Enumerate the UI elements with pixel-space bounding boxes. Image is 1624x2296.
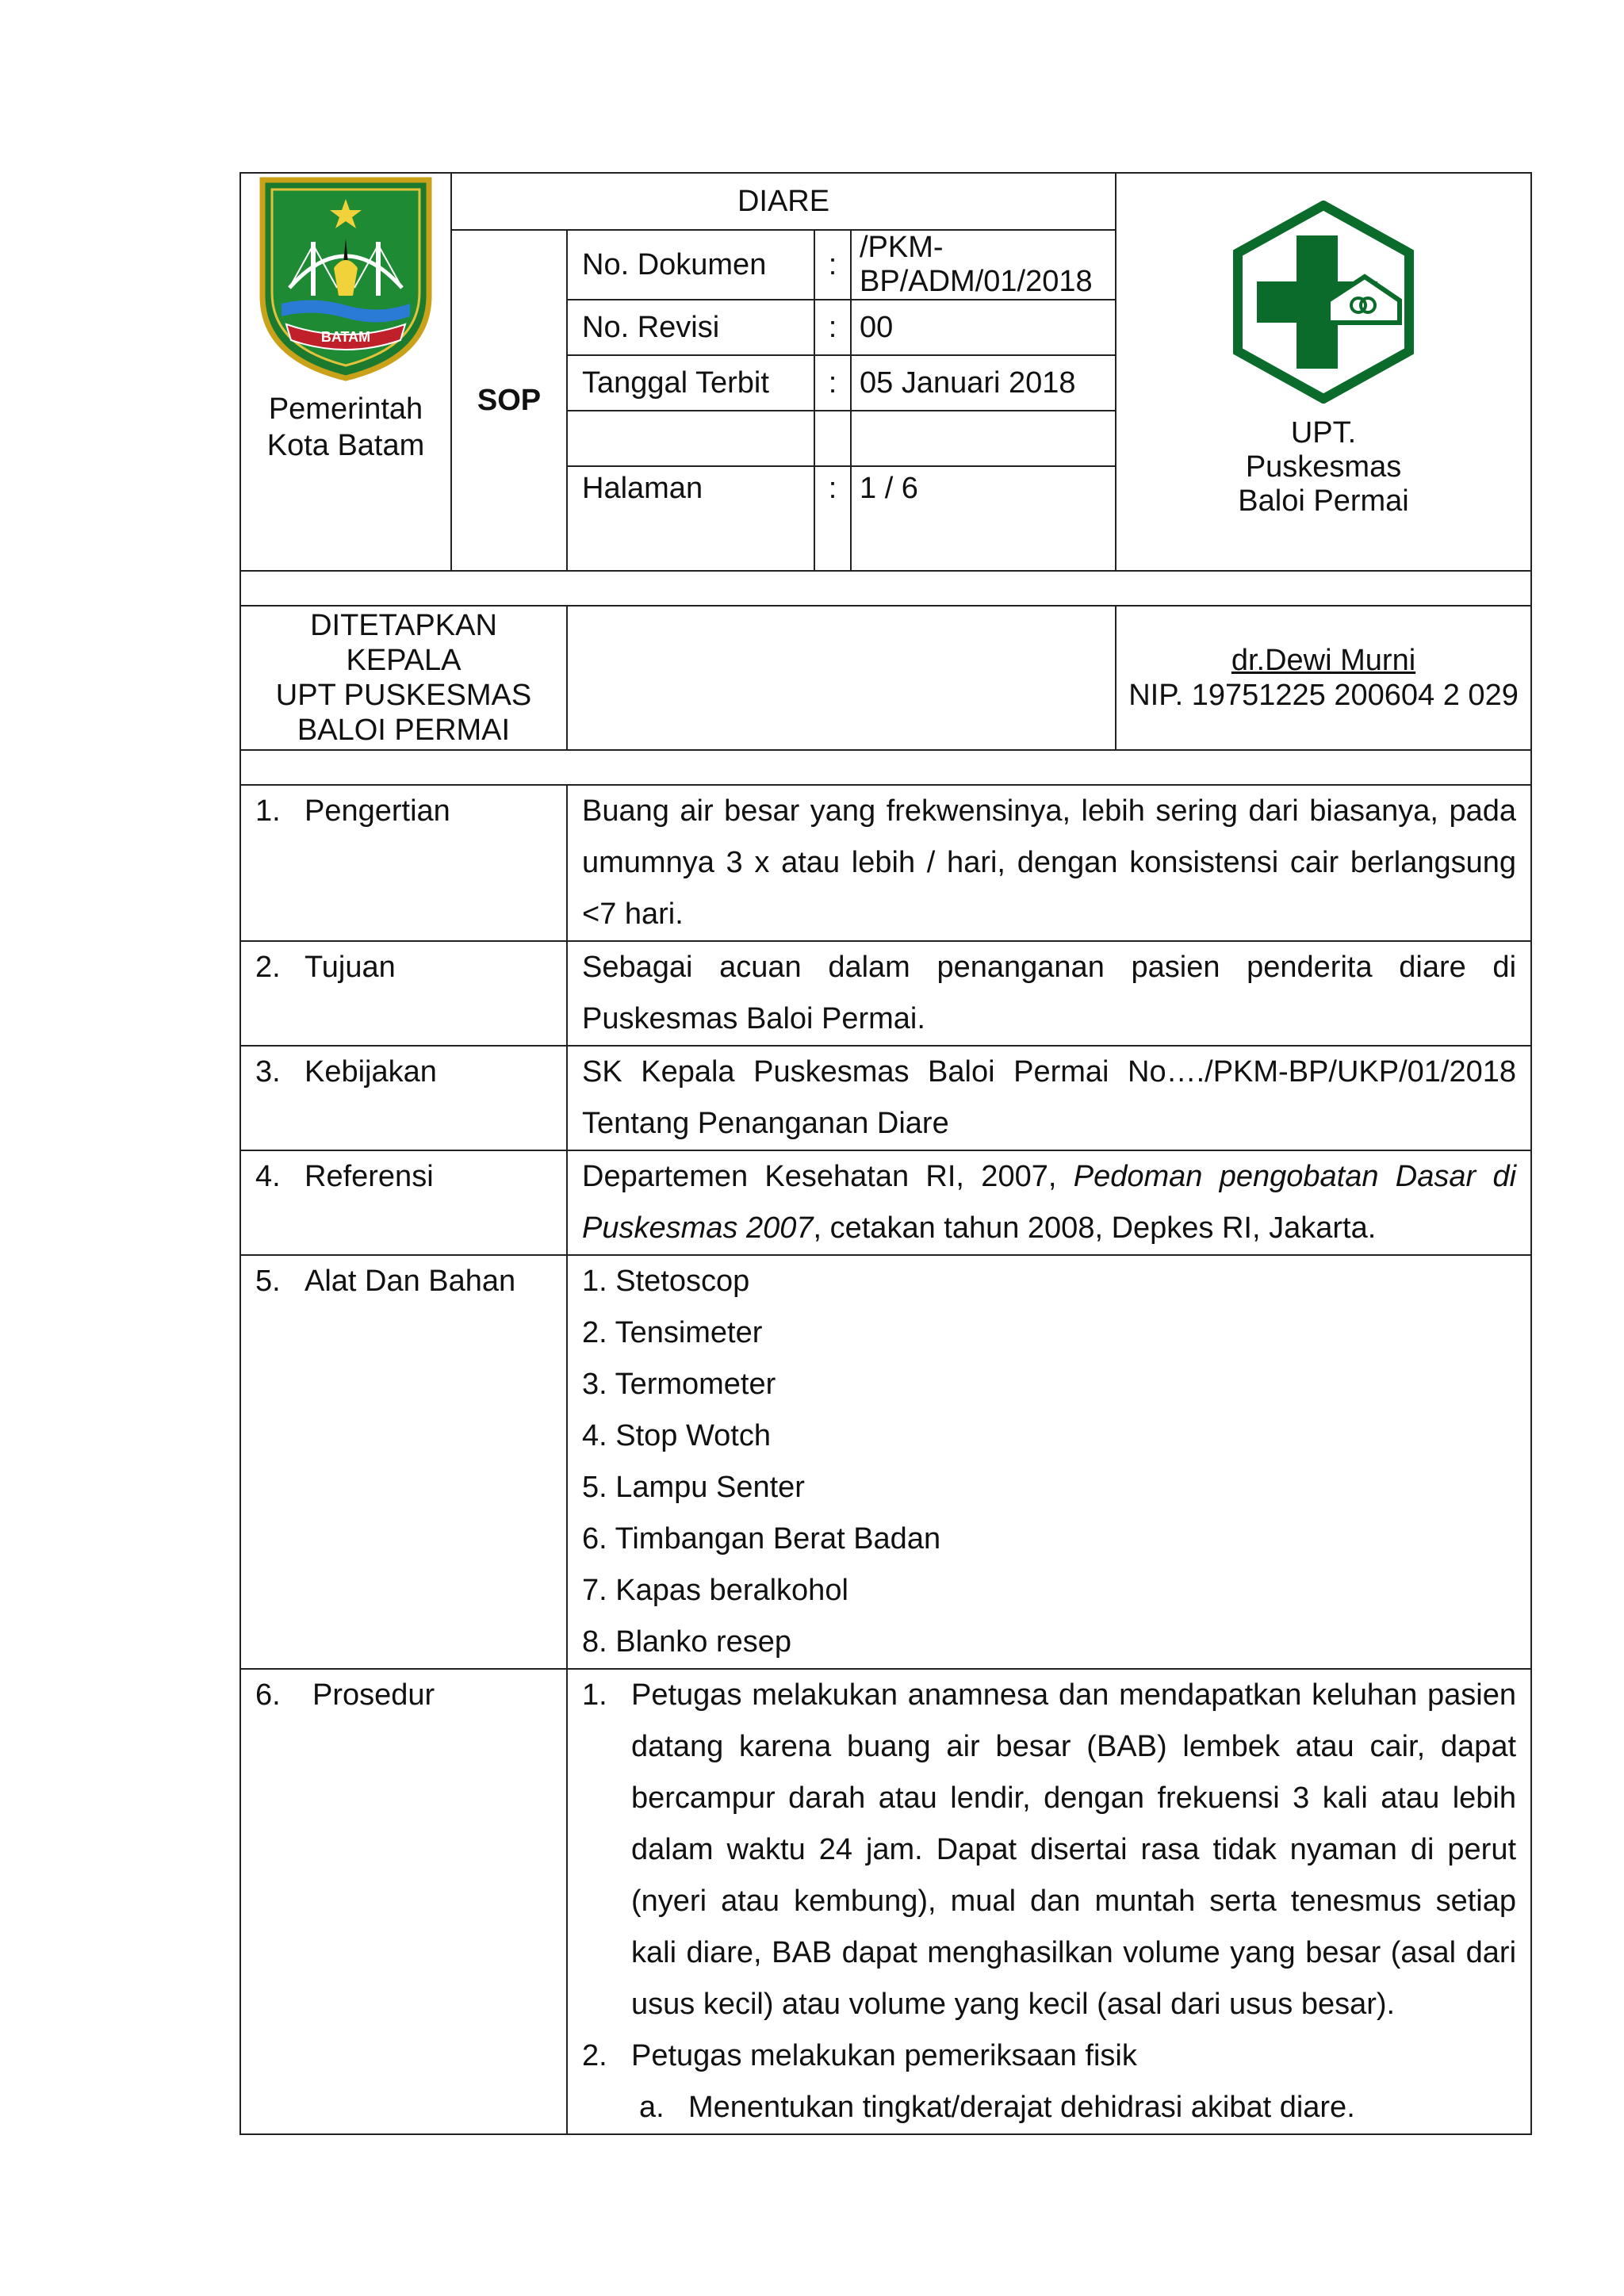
puskesmas-name-line2: Puskesmas (1245, 450, 1402, 484)
established-line4: BALOI PERMAI (297, 714, 511, 747)
list-item: 2. Tensimeter (582, 1316, 763, 1349)
info-value: /PKM-BP/ADM/01/2018 (851, 230, 1116, 300)
procedure-step: 1. Petugas melakukan anamnesa dan mendapatkan keluhan pasien datang karena buang air besar (BAB) lembek atau cair, dapat bercampur darah atau lendir, dengan frekuensi 3 kali atau lebih dalam waktu 24 jam. Dapat disertai rasa tidak nyaman di perut (nyeri atau kembung), mual dan muntah serta tenesmus setiap kali diare, BAB dapat menghasilkan volume yang besar (asal dari usus kecil) atau volume yang kecil (asal dari usus besar). (582, 1678, 1517, 2021)
section-body-tujuan: Sebagai acuan dalam penanganan pasien penderita diare di Puskesmas Baloi Permai. (567, 941, 1531, 1046)
sop-table (239, 172, 1532, 2135)
gov-name-line2: Kota Batam (266, 429, 425, 462)
reference-book-title: Pedoman pengobatan Dasar di Puskesmas 2007 (582, 1160, 1517, 1245)
established-line1: DITETAPKAN (310, 609, 497, 642)
section-body-alat-bahan (567, 1255, 1531, 1669)
info-value: 1 / 6 (851, 466, 1116, 571)
gov-logo-cell (240, 173, 451, 571)
section-label-tujuan: 2. Tujuan (240, 941, 567, 1046)
section-body-kebijakan: SK Kepala Puskesmas Baloi Permai No…./PKM-BP/UKP/01/2018 Tentang Penanganan Diare (567, 1046, 1531, 1150)
section-label-kebijakan: 3. Kebijakan (240, 1046, 567, 1150)
signer-name: dr.Dewi Murni (1231, 644, 1416, 677)
section-body-prosedur (567, 1669, 1531, 2134)
puskesmas-name-line3: Baloi Permai (1238, 484, 1409, 518)
info-value (851, 411, 1116, 466)
list-item: 6. Timbangan Berat Badan (582, 1522, 941, 1556)
sop-label: SOP (451, 230, 567, 571)
info-colon: : (814, 300, 851, 355)
list-item: 8. Blanko resep (582, 1625, 792, 1659)
established-line3: UPT PUSKESMAS (275, 679, 532, 712)
list-item: 7. Kapas beralkohol (582, 1574, 848, 1607)
list-item: 1. Stetoscop (582, 1265, 750, 1298)
info-colon: : (814, 230, 851, 300)
gov-name-line1: Pemerintah (268, 392, 423, 426)
puskesmas-logo-icon (1230, 201, 1417, 404)
info-label: No. Revisi (567, 300, 814, 355)
section-label-prosedur: 6. Prosedur (240, 1669, 567, 2134)
info-value: 00 (851, 300, 1116, 355)
document-title: DIARE (451, 173, 1116, 230)
info-label: Tanggal Terbit (567, 355, 814, 411)
list-item: 4. Stop Wotch (582, 1419, 771, 1452)
svg-text:BATAM: BATAM (320, 329, 371, 345)
established-line2: KEPALA (346, 644, 462, 677)
signer-cell (1116, 606, 1531, 750)
spacer-row (240, 571, 1531, 606)
signer-nip: NIP. 19751225 200604 2 029 (1128, 679, 1519, 712)
list-item: 5. Lampu Senter (582, 1471, 805, 1504)
signature-space (567, 606, 1116, 750)
puskesmas-name-line1: UPT. (1290, 416, 1357, 450)
info-value: 05 Januari 2018 (851, 355, 1116, 411)
spacer-row (240, 750, 1531, 785)
batam-emblem-icon (258, 177, 434, 381)
section-body-referensi: Departemen Kesehatan RI, 2007, Pedoman pengobatan Dasar di Puskesmas 2007, cetakan tahun 2008, Depkes RI, Jakarta. (567, 1150, 1531, 1255)
info-label (567, 411, 814, 466)
procedure-step: 2. Petugas melakukan pemeriksaan fisik (582, 2039, 1137, 2072)
info-colon: : (814, 466, 851, 571)
info-colon: : (814, 355, 851, 411)
info-label: Halaman (567, 466, 814, 571)
list-item: 3. Termometer (582, 1368, 776, 1401)
established-cell (240, 606, 567, 750)
sop-document (239, 172, 1530, 2135)
info-colon (814, 411, 851, 466)
section-body-pengertian: Buang air besar yang frekwensinya, lebih sering dari biasanya, pada umumnya 3 x atau lebih / hari, dengan konsistensi cair berlangsung <7 hari. (567, 785, 1531, 941)
section-label-alat-bahan: 5. Alat Dan Bahan (240, 1255, 567, 1669)
info-label: No. Dokumen (567, 230, 814, 300)
procedure-substep: a. Menentukan tingkat/derajat dehidrasi akibat diare. (639, 2091, 1355, 2124)
section-label-pengertian: 1. Pengertian (240, 785, 567, 941)
section-label-referensi: 4. Referensi (240, 1150, 567, 1255)
puskesmas-logo-cell (1116, 173, 1531, 571)
